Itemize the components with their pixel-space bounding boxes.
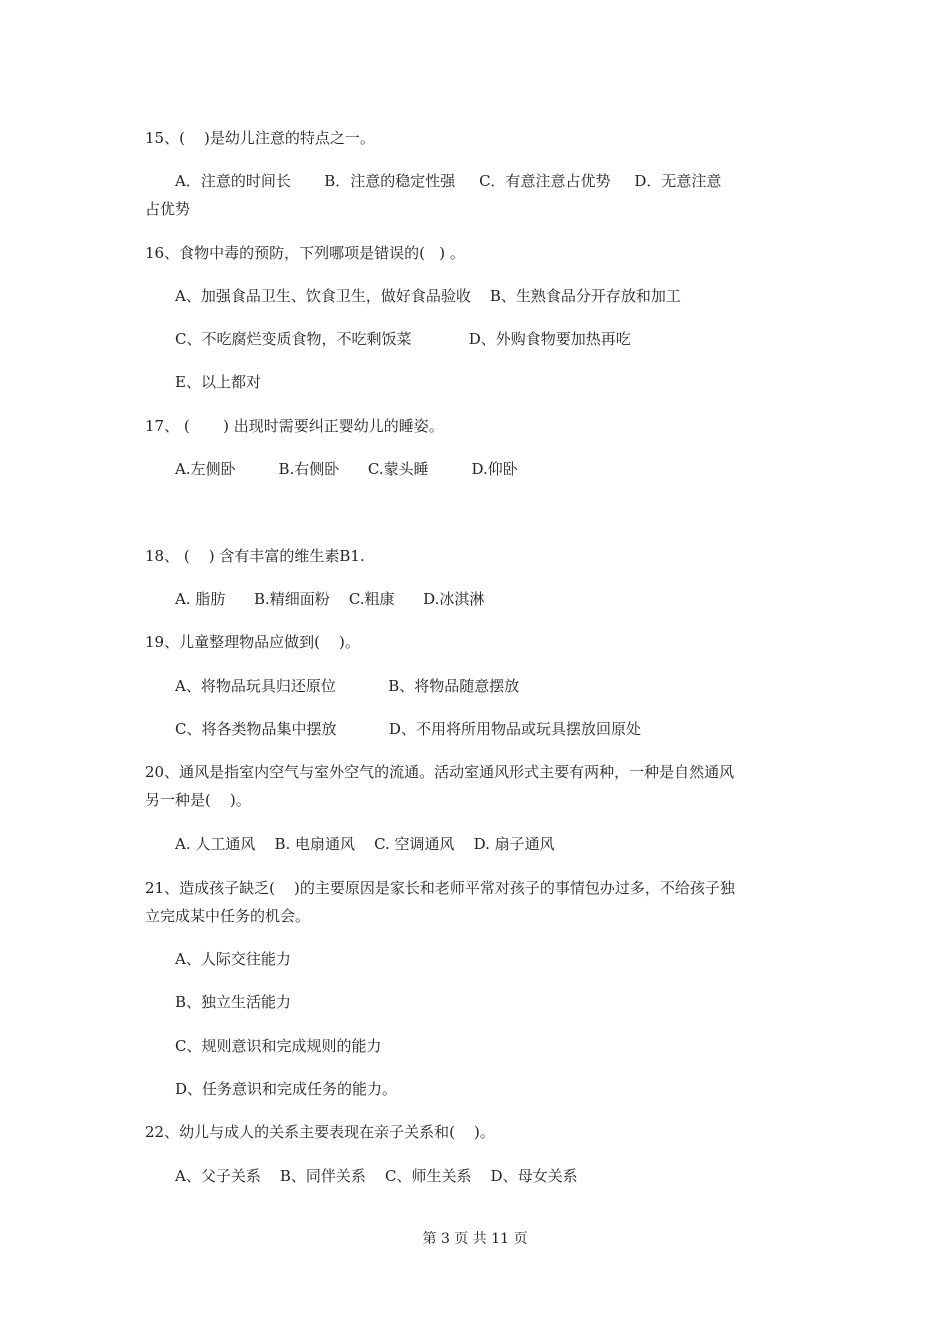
question-21-option-b: B、独立生活能力 (175, 993, 292, 1011)
question-15-options: A．注意的时间长 B．注意的稳定性强 C．有意注意占优势 D．无意注意 (175, 172, 722, 190)
question-20-options: A. 人工通风 B. 电扇通风 C. 空调通风 D. 扇子通风 (175, 835, 555, 853)
question-17-stem: 17、 ( ) 出现时需要纠正婴幼儿的睡姿。 (145, 417, 444, 435)
page-footer: 第 3 页 共 11 页 (422, 1231, 528, 1247)
question-22-options: A、父子关系 B、同伴关系 C、师生关系 D、母女关系 (175, 1167, 578, 1185)
question-18-options: A. 脂肪 B.精细面粉 C.粗康 D.冰淇淋 (175, 590, 485, 608)
question-16-option-row-1: A、加强食品卫生、饮食卫生，做好食品验收 B、生熟食品分开存放和加工 (175, 287, 681, 305)
question-20-stem: 20、通风是指室内空气与室外空气的流通。活动室通风形式主要有两种，一种是自然通风 (145, 763, 735, 781)
question-22-stem: 22、幼儿与成人的关系主要表现在亲子关系和( )。 (145, 1123, 495, 1141)
question-21-option-a: A、人际交往能力 (175, 950, 291, 968)
question-20-stem-wrap: 另一种是( )。 (145, 791, 251, 809)
question-19-option-row-1: A、将物品玩具归还原位 B、将物品随意摆放 (175, 677, 520, 695)
question-18-stem: 18、 ( ) 含有丰富的维生素B1. (145, 547, 365, 565)
question-21-stem-wrap: 立完成某中任务的机会。 (145, 907, 311, 925)
question-21-option-d: D、任务意识和完成任务的能力。 (175, 1080, 398, 1098)
question-16-stem: 16、食物中毒的预防，下列哪项是错误的( ) 。 (145, 244, 465, 262)
question-15-options-wrap: 占优势 (145, 200, 191, 218)
question-19-option-row-2: C、将各类物品集中摆放 D、不用将所用物品或玩具摆放回原处 (175, 720, 641, 738)
question-15-stem: 15、( )是幼儿注意的特点之一。 (145, 129, 375, 147)
question-19-stem: 19、儿童整理物品应做到( )。 (145, 633, 360, 651)
question-17-options: A.左侧卧 B.右侧卧 C.蒙头睡 D.仰卧 (175, 460, 518, 478)
question-16-option-row-3: E、以上都对 (175, 373, 261, 391)
question-21-option-c: C、规则意识和完成规则的能力 (175, 1037, 382, 1055)
question-21-stem: 21、造成孩子缺乏( )的主要原因是家长和老师平常对孩子的事情包办过多，不给孩子独 (145, 879, 735, 897)
question-16-option-row-2: C、不吃腐烂变质食物，不吃剩饭菜 D、外购食物要加热再吃 (175, 330, 631, 348)
